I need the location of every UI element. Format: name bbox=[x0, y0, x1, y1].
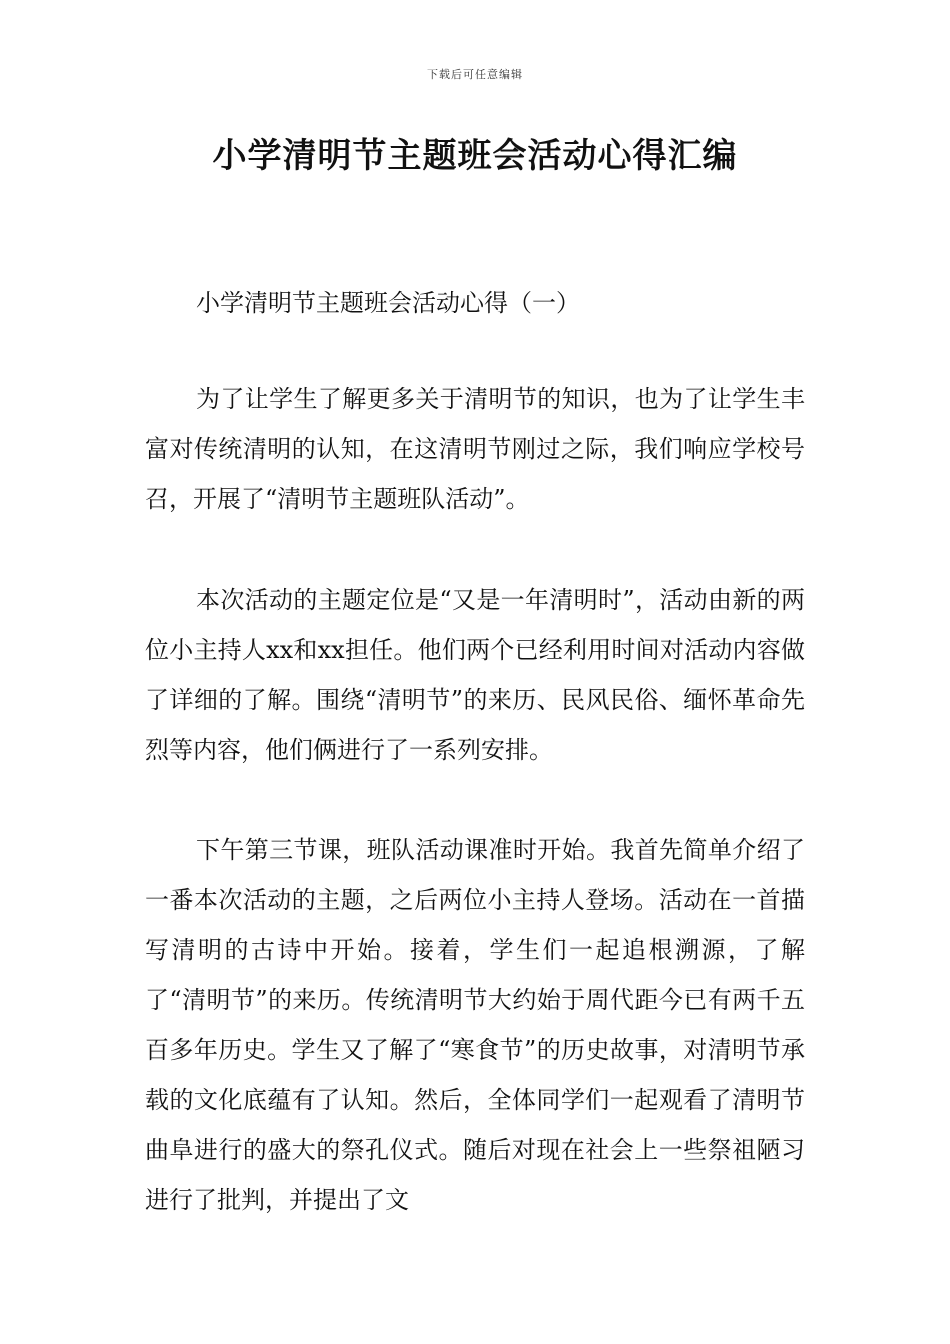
paragraph-1: 为了让学生了解更多关于清明节的知识，也为了让学生丰富对传统清明的认知，在这清明节刚过之际，我们响应学校号召，开展了“清明节主题班队活动”。 bbox=[145, 385, 805, 513]
header-note: 下载后可任意编辑 bbox=[427, 68, 523, 81]
document-title: 小学清明节主题班会活动心得汇编 bbox=[212, 136, 738, 176]
section-heading: 小学清明节主题班会活动心得（一） bbox=[196, 289, 580, 317]
paragraph-2-container bbox=[145, 575, 805, 775]
paragraph-3-container bbox=[145, 825, 805, 1225]
paragraph-1-container bbox=[145, 374, 805, 524]
paragraph-3: 下午第三节课，班队活动课准时开始。我首先简单介绍了一番本次活动的主题，之后两位小主持人登场。活动在一首描写清明的古诗中开始。接着，学生们一起追根溯源，了解了“清明节”的来历。传统清明节大约始于周代距今已有两千五百多年历史。学生又了解了“寒食节”的历史故事，对清明节承载的文化底蕴有了认知。然后，全体同学们一起观看了清明节曲阜进行的盛大的祭孔仪式。随后对现在社会上一些祭祖陋习进行了批判，并提出了文 bbox=[145, 836, 805, 1214]
paragraph-2: 本次活动的主题定位是“又是一年清明时”，活动由新的两位小主持人xx和xx担任。他们两个已经利用时间对活动内容做了详细的了解。围绕“清明节”的来历、民风民俗、缅怀革命先烈等内容，他们俩进行了一系列安排。 bbox=[145, 586, 805, 764]
